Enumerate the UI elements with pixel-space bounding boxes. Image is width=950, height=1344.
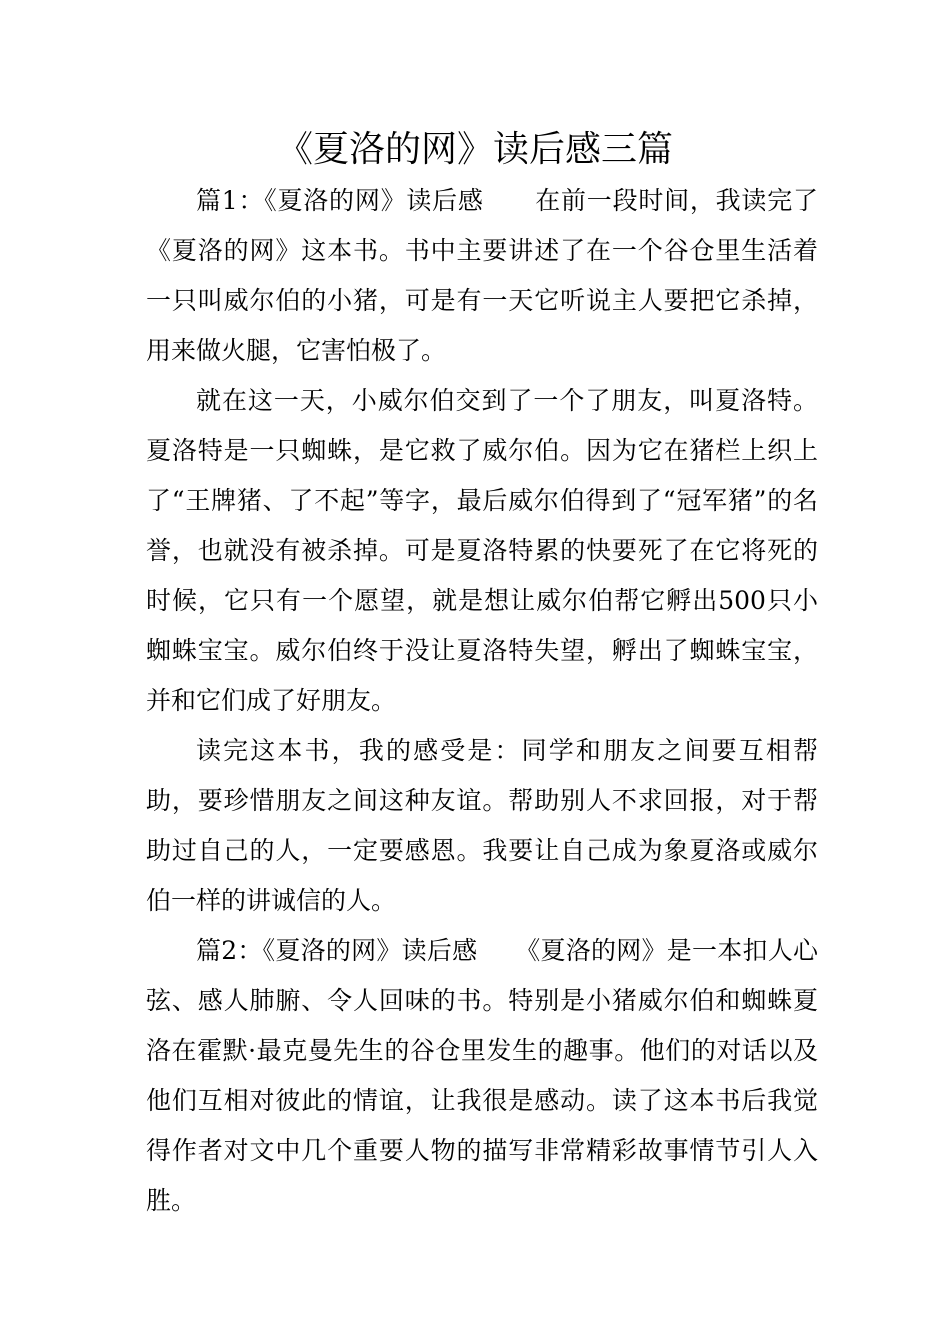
paragraph-3: 读完这本书，我的感受是：同学和朋友之间要互相帮助，要珍惜朋友之间这种友谊。帮助别人不求回报，对于帮助过自己的人，一定要感恩。我要让自己成为象夏洛或威尔伯一样的讲诚信的人。	[146, 736, 818, 915]
document-title: 《夏洛的网》读后感三篇	[276, 129, 673, 170]
paragraph-2: 就在这一天，小威尔伯交到了一个了朋友，叫夏洛特。夏洛特是一只蜘蛛，是它救了威尔伯。因为它在猪栏上织上了“王牌猪、了不起”等字，最后威尔伯得到了“冠军猪”的名誉，也就没有被杀掉。可是夏洛特累的快要死了在它将死的时候，它只有一个愿望，就是想让威尔伯帮它孵出500只小蜘蛛宝宝。威尔伯终于没让夏洛特失望，孵出了蜘蛛宝宝，并和它们成了好朋友。	[146, 386, 818, 715]
paragraph-4: 篇2：《夏洛的网》读后感 《夏洛的网》是一本扣人心弦、感人肺腑、令人回味的书。特别是小猪威尔伯和蜘蛛夏洛在霍默·最克曼先生的谷仓里发生的趣事。他们的对话以及他们互相对彼此的情谊，让我很是感动。读了这本书后我觉得作者对文中几个重要人物的描写非常精彩故事情节引人入胜。	[146, 936, 818, 1215]
paragraph-1: 篇1：《夏洛的网》读后感 在前一段时间，我读完了《夏洛的网》这本书。书中主要讲述了在一个谷仓里生活着一只叫威尔伯的小猪，可是有一天它听说主人要把它杀掉，用来做火腿，它害怕极了。	[146, 186, 818, 365]
document-body	[146, 176, 818, 1226]
